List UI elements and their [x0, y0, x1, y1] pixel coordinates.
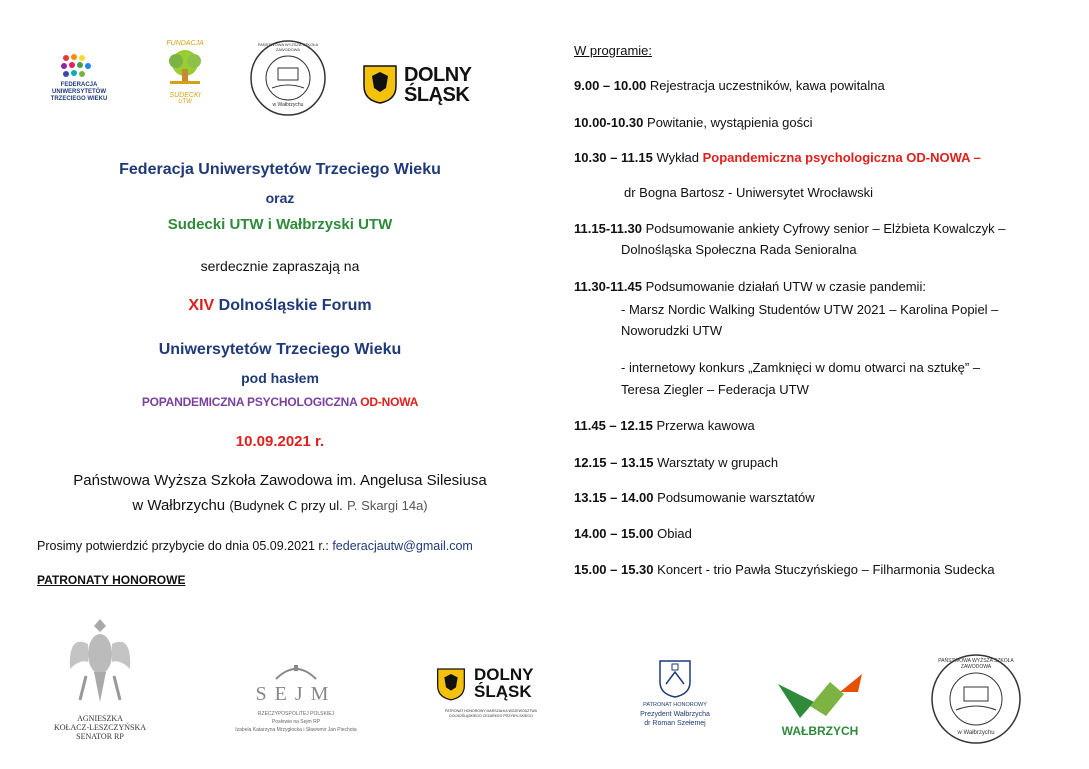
program-text: Wykład — [656, 150, 699, 165]
venue-city: w Wałbrzychu — [132, 497, 226, 514]
walbrzych-logo — [770, 672, 870, 742]
pwsz-bottom-text: w Wałbrzychu — [272, 102, 304, 108]
program-item — [574, 78, 885, 93]
senator-logo — [50, 614, 150, 744]
pwsz-logo-top — [248, 38, 328, 118]
program-highlight: Popandemiczna psychologiczna OD-NOWA – — [702, 150, 981, 165]
program-text: Powitanie, wystąpienia gości — [647, 115, 813, 130]
forum-number: XIV — [188, 297, 215, 314]
oraz-text: oraz — [265, 190, 295, 206]
venue-street: P. Skargi 14a) — [346, 498, 428, 513]
senator-title: SENATOR RP — [76, 732, 124, 741]
dolny-slask-logo-top — [362, 64, 487, 106]
program-subline: Dolnośląska Społeczna Rada Senioralna — [621, 242, 857, 257]
program-heading: W programie: — [574, 43, 653, 58]
fundacja-top-text: FUNDACJA — [166, 40, 204, 47]
program-subline: Noworudzki UTW — [621, 323, 723, 338]
program-time: 14.00 – 15.00 — [574, 526, 654, 541]
event-date: 10.09.2021 r. — [235, 433, 325, 450]
slask-text: ŚLĄSK — [404, 84, 470, 106]
title-federacja: Federacja Uniwersytetów Trzeciego Wieku — [119, 161, 441, 178]
prezydent-line2: Prezydent Wałbrzycha — [640, 711, 710, 718]
federacja-logo-text: FEDERACJA UNIWERSYTETÓW TRZECIEGO WIEKU — [50, 82, 108, 102]
program-time: 11.30-11.45 — [574, 279, 642, 294]
venue-line2 — [20, 497, 540, 514]
sejm-dome-icon — [256, 661, 336, 681]
program-item — [574, 221, 1005, 236]
eagle-emblem-icon — [50, 614, 150, 709]
federacja-dots-icon — [46, 52, 116, 82]
program-item — [574, 150, 981, 165]
slask-text: ŚLĄSK — [474, 682, 532, 701]
venue-line1: Państwowa Wyższa Szkoła Zawodowa im. Angelusa Silesiusa — [73, 472, 487, 489]
patronaty-heading: PATRONATY HONOROWE — [37, 573, 186, 587]
program-subline: Teresa Ziegler – Federacja UTW — [621, 382, 809, 397]
program-item — [574, 115, 813, 130]
program-text: Podsumowanie działań UTW w czasie pandemii: — [645, 279, 926, 294]
sejm-title: SEJM — [255, 683, 337, 705]
program-item — [574, 279, 926, 294]
senator-name-2: KOŁACZ-LESZCZYŃSKA — [54, 723, 146, 732]
confirm-line — [37, 539, 473, 553]
slogan — [20, 395, 540, 409]
prezydent-logo — [620, 658, 730, 738]
program-text: Obiad — [657, 526, 692, 541]
program-item — [574, 455, 778, 470]
program-time: 11.45 – 12.15 — [574, 418, 653, 433]
senator-name-1: AGNIESZKA — [77, 714, 123, 723]
sejm-sub2: Posłowie na Sejm RP — [271, 719, 321, 725]
fundacja-bottom-text: SUDECKI — [169, 92, 201, 99]
dolny-text: DOLNY — [474, 665, 534, 684]
program-text: Rejestracja uczestników, kawa powitalna — [649, 78, 885, 93]
email-link[interactable]: federacjautw@gmail.com — [332, 539, 473, 553]
dolny-text: DOLNY — [404, 64, 472, 86]
walbrzych-crest-icon — [657, 658, 693, 698]
program-text: Koncert - trio Pawła Stuczyńskiego – Filharmonia Sudecka — [657, 562, 995, 577]
program-time: 10.30 – 11.15 — [574, 150, 653, 165]
venue-building: (Budynek C przy ul. — [229, 498, 343, 513]
program-time: 12.15 – 13.15 — [574, 455, 654, 470]
fundacja-sub-text: UTW — [178, 99, 192, 105]
pwsz-ring-text: PAŃSTWOWA WYŻSZA SZKOŁA ZAWODOWA — [938, 658, 1014, 670]
forum-title-2: Uniwersytetów Trzeciego Wieku — [158, 341, 402, 358]
confirm-text: Prosimy potwierdzić przybycie do dnia 05.09.2021 r.: — [37, 539, 329, 553]
sejm-sub3: Izabela Katarzyna Mrzygłocka i Sławomir Jan Piechota — [235, 727, 357, 733]
federacja-logo — [46, 52, 116, 112]
invite-text: serdecznie zapraszają na — [200, 258, 360, 274]
program-text: Przerwa kawowa — [656, 418, 755, 433]
sejm-logo — [216, 661, 376, 741]
forum-title — [20, 297, 540, 315]
pwsz-ring-text: PAŃSTWOWA WYŻSZA SZKOŁA ZAWODOWA — [257, 42, 319, 52]
program-time: 9.00 – 10.00 — [574, 78, 647, 93]
program-text: Warsztaty w grupach — [657, 455, 779, 470]
eagle-shield-icon — [362, 64, 398, 104]
program-time: 10.00-10.30 — [574, 115, 644, 130]
dolny-slask-logo-bottom — [436, 665, 546, 725]
pwsz-bottom-text: w Wałbrzychu — [957, 730, 995, 736]
program-item — [574, 526, 692, 541]
eagle-shield-icon — [436, 667, 466, 701]
title-sudecki: Sudecki UTW i Wałbrzyski UTW — [167, 216, 393, 233]
program-time: 13.15 – 14.00 — [574, 490, 654, 505]
pod-haslem: pod hasłem — [241, 370, 319, 386]
slogan-part1: POPANDEMICZNA PSYCHOLOGICZNA — [141, 395, 358, 409]
tree-icon — [160, 47, 210, 87]
forum-name: Dolnośląskie Forum — [218, 297, 372, 314]
prezydent-line3: dr Roman Szełemej — [644, 720, 706, 727]
program-subline: - internetowy konkurs „Zamknięci w domu otwarci na sztukę” – — [621, 360, 981, 375]
slogan-part2: OD-NOWA — [360, 395, 419, 409]
program-item — [574, 562, 995, 577]
pwsz-logo-bottom — [926, 652, 1026, 747]
walbrzych-swoosh-icon — [770, 672, 870, 722]
fundacja-logo — [160, 40, 210, 110]
program-time: 15.00 – 15.30 — [574, 562, 654, 577]
program-text: Podsumowanie ankiety Cyfrowy senior – Elżbieta Kowalczyk – — [645, 221, 1006, 236]
program-subline: - Marsz Nordic Walking Studentów UTW 2021 – Karolina Popiel – — [621, 302, 999, 317]
dolny-patronat-text: PATRONAT HONOROWY MARSZAŁKA WOJEWÓDZTWA DOLNOŚLĄSKIEGO CEZAREGO PRZYBYLSKIEGO — [445, 709, 537, 718]
prezydent-line1: PATRONAT HONOROWY — [643, 702, 707, 708]
walbrzych-text: WAŁBRZYCH — [781, 724, 859, 738]
sejm-sub1: RZECZYPOSPOLITEJ POLSKIEJ — [257, 711, 335, 717]
program-item — [574, 418, 755, 433]
program-time: 11.15-11.30 — [574, 221, 642, 236]
program-subline: dr Bogna Bartosz - Uniwersytet Wrocławski — [624, 185, 874, 200]
program-item — [574, 490, 815, 505]
program-text: Podsumowanie warsztatów — [657, 490, 815, 505]
